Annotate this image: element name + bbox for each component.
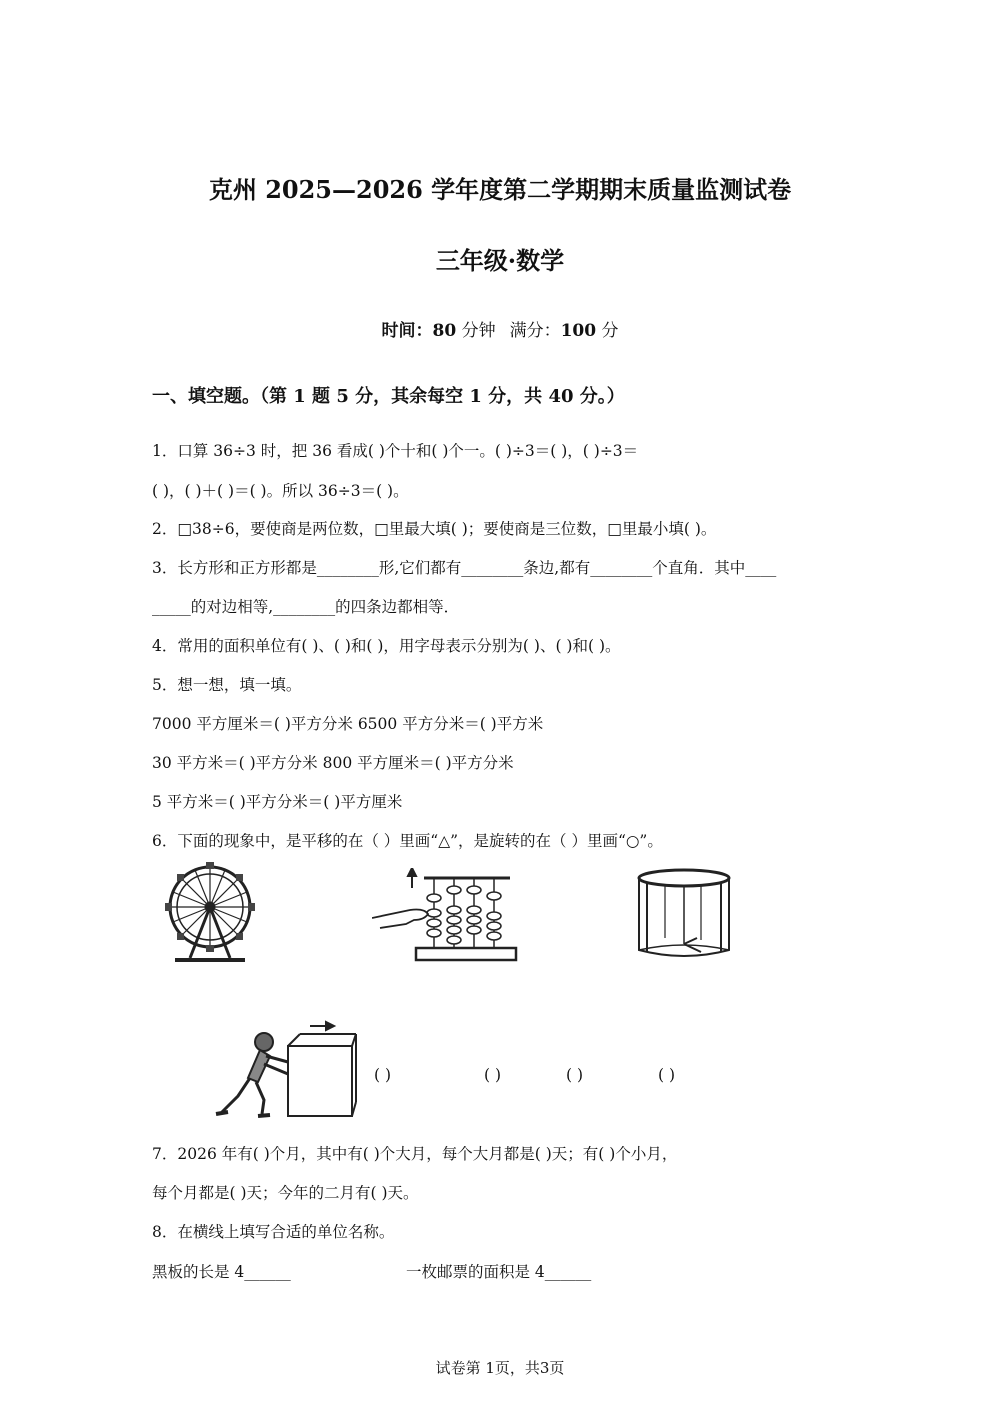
section-heading: 一、填空题。（第 1 题 5 分，其余每空 1 分，共 40 分。） [152, 386, 625, 407]
question-8-title: 8．在横线上填写合适的单位名称。 [152, 1223, 395, 1241]
score-value: 100 [560, 321, 597, 341]
boy-pushing-box-icon [214, 1020, 360, 1120]
page-footer: 试卷第 1页，共3页 [435, 1359, 565, 1377]
q6-blank-1[interactable]: ( ) [374, 1066, 392, 1084]
time-value: 80 [432, 321, 457, 341]
question-4: 4．常用的面积单位有( )、( )和( )，用字母表示分别为( )、( )和( )。 [152, 637, 621, 655]
time-label: 时间： [381, 321, 433, 341]
question-5-line-2: 30 平方米＝( )平方分米 800 平方厘米＝( )平方分米 [152, 754, 514, 772]
q6-blank-4[interactable]: ( ) [658, 1066, 676, 1084]
time-unit: 分钟 [461, 321, 496, 341]
question-5-line-1: 7000 平方厘米＝( )平方分米 6500 平方分米＝( )平方米 [152, 715, 544, 733]
question-7-line-1: 7．2026 年有( )个月，其中有( )个大月，每个大月都是( )天；有( )个小月， [152, 1145, 678, 1163]
ferris-wheel-icon [165, 862, 255, 964]
question-3-line-1: 3．长方形和正方形都是________形,它们都有________条边,都有________个直角．其中____ [152, 559, 777, 577]
question-3-line-2: _____的对边相等,________的四条边都相等． [152, 598, 460, 616]
score-unit: 分 [601, 321, 619, 341]
question-7-line-2: 每个月都是( )天；今年的二月有( )天。 [152, 1184, 419, 1202]
question-6-title: 6．下面的现象中，是平移的在（ ）里画“△”，是旋转的在（ ）里画“○”。 [152, 832, 663, 850]
question-2: 2．□38÷6，要使商是两位数，□里最大填( )；要使商是三位数，□里最小填( )。 [152, 520, 717, 538]
revolving-door-icon [635, 868, 733, 960]
question-5-title: 5．想一想，填一填。 [152, 676, 302, 694]
exam-subtitle: 三年级·数学 [435, 246, 565, 275]
score-label: 满分： [509, 321, 561, 341]
q6-blank-2[interactable]: ( ) [484, 1066, 502, 1084]
abacus-icon [372, 868, 520, 964]
exam-meta [0, 316, 1000, 341]
exam-title: 克州 2025—2026 学年度第二学期期末质量监测试卷 [208, 175, 792, 204]
question-5-line-3: 5 平方米＝( )平方分米＝( )平方厘米 [152, 793, 403, 811]
question-1-line-1: 1．口算 36÷3 时，把 36 看成( )个十和( )个一。( )÷3＝( )，( )÷3＝ [152, 442, 639, 460]
question-8-item-a: 黑板的长是 4______ [152, 1263, 291, 1281]
question-1-line-2: ( )，( )＋( )＝( )。所以 36÷3＝( )。 [152, 482, 409, 500]
question-8-item-b: 一枚邮票的面积是 4______ [406, 1263, 592, 1281]
q6-blank-3[interactable]: ( ) [566, 1066, 584, 1084]
